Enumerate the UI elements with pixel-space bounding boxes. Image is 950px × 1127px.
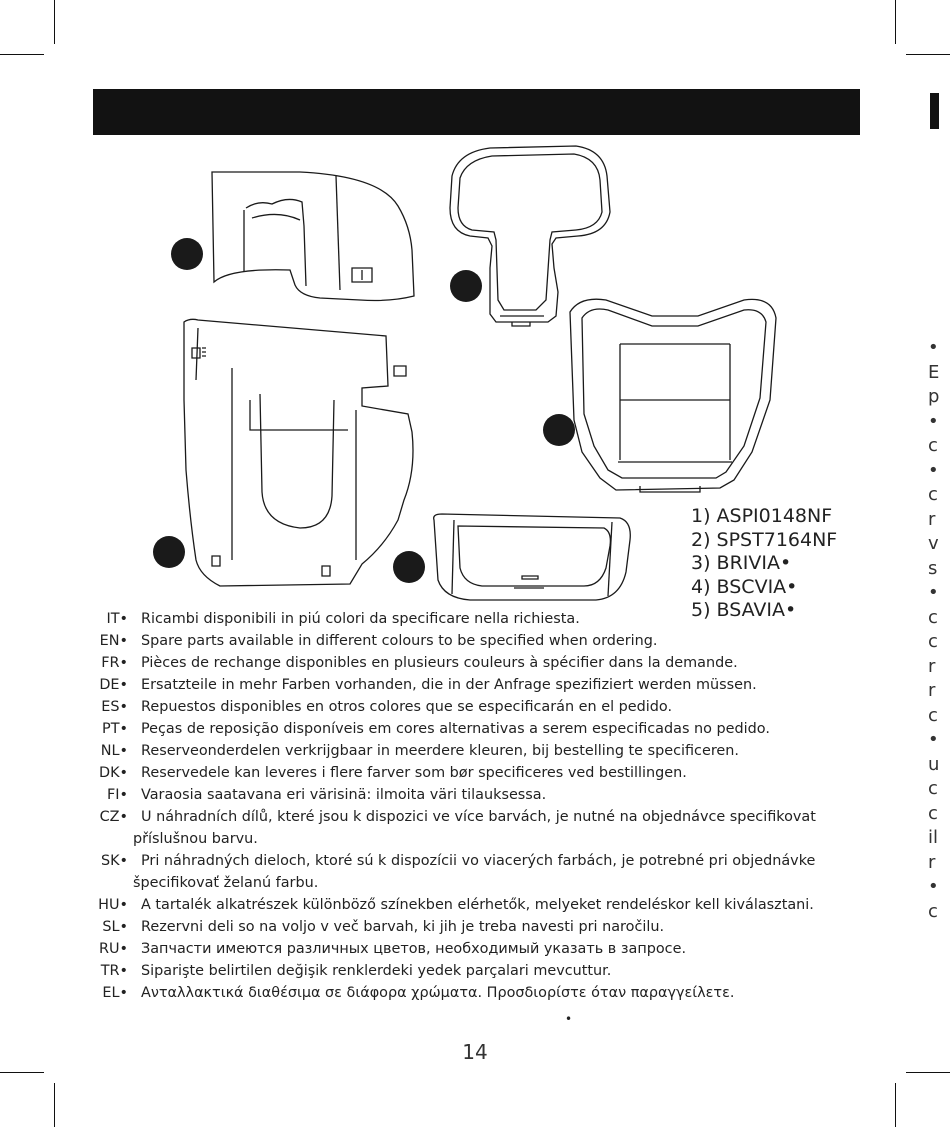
language-code: RU• bbox=[98, 941, 128, 957]
language-note-pt bbox=[95, 718, 855, 740]
language-note-de bbox=[95, 674, 855, 696]
part-number: 1) ASPI0148NF bbox=[691, 505, 833, 527]
language-note-es bbox=[95, 696, 855, 718]
language-note-el bbox=[95, 982, 855, 1004]
language-note-it bbox=[95, 608, 855, 630]
edge-fragment: • bbox=[928, 729, 939, 750]
language-text: Ricambi disponibili in piú colori da specificare nella richiesta. bbox=[141, 611, 580, 627]
language-note-hu bbox=[95, 894, 855, 916]
edge-fragment: • bbox=[928, 459, 939, 481]
language-text: Pièces de rechange disponibles en plusieurs couleurs à spécifier dans la demande. bbox=[141, 655, 738, 671]
edge-fragment: s bbox=[928, 557, 938, 579]
language-code: HU• bbox=[98, 897, 128, 913]
language-code: NL• bbox=[100, 743, 128, 759]
language-note-fi bbox=[95, 784, 855, 806]
language-code: EL• bbox=[102, 985, 128, 1001]
edge-fragment: c bbox=[928, 704, 938, 726]
edge-fragment: v bbox=[928, 533, 939, 554]
crop-mark bbox=[906, 1072, 950, 1073]
part-number: 2) SPST7164NF bbox=[691, 528, 838, 551]
language-code: SK• bbox=[100, 853, 128, 869]
edge-fragment: r bbox=[928, 680, 936, 701]
adjacent-page-edge-text bbox=[928, 336, 950, 924]
seat-cushion-part bbox=[570, 299, 776, 492]
language-note-cz bbox=[95, 806, 855, 828]
language-code: DE• bbox=[99, 677, 128, 693]
language-text: Spare parts available in different colours to be specified when ordering. bbox=[141, 633, 658, 649]
language-code: CZ• bbox=[99, 809, 128, 825]
edge-fragment: c bbox=[928, 484, 938, 505]
crop-mark bbox=[895, 1083, 896, 1127]
edge-fragment: p bbox=[928, 386, 940, 407]
edge-fragment: il bbox=[928, 827, 939, 848]
language-code: SL• bbox=[102, 919, 128, 935]
edge-fragment: • bbox=[928, 876, 939, 897]
callout-dot bbox=[171, 238, 203, 270]
language-text: Ersatzteile in mehr Farben vorhanden, die in der Anfrage spezifiziert werden müssen. bbox=[141, 677, 757, 693]
edge-fragment: c bbox=[928, 778, 938, 799]
backrest-part bbox=[184, 319, 413, 586]
language-note-sk bbox=[95, 850, 855, 872]
language-note-cz-cont bbox=[95, 828, 855, 850]
page-number: 14 bbox=[462, 1040, 488, 1064]
edge-fragment: r bbox=[928, 508, 936, 530]
edge-fragment: c bbox=[928, 631, 938, 652]
language-code: TR• bbox=[100, 963, 128, 979]
language-code: PT• bbox=[102, 721, 128, 737]
language-text: Siparişte belirtilen değişik renklerdeki yedek parçalari mevcuttur. bbox=[141, 963, 612, 979]
language-code: DK• bbox=[98, 765, 128, 781]
language-note-sk-cont bbox=[95, 872, 855, 894]
language-text: Pri náhradných dieloch, ktoré sú k dispozícii vo viacerých farbách, je potrebné pri objednávke bbox=[141, 853, 816, 869]
language-text: Varaosia saatavana eri värisinä: ilmoita väri tilauksessa. bbox=[141, 787, 547, 803]
language-note-en bbox=[95, 630, 855, 652]
crop-mark bbox=[0, 1072, 44, 1073]
edge-fragment: • bbox=[928, 337, 939, 358]
language-note-fr bbox=[95, 652, 855, 674]
language-text: Peças de reposição disponíveis em cores alternativas a serem especificadas no pedido. bbox=[141, 721, 770, 737]
part-number-list bbox=[691, 505, 837, 623]
side-panel-part bbox=[212, 172, 414, 301]
edge-fragment: c bbox=[928, 435, 938, 456]
language-note-ru bbox=[95, 938, 855, 960]
callout-dot bbox=[543, 414, 575, 446]
language-text: Reservedele kan leveres i flere farver som bør specificeres ved bestillingen. bbox=[141, 765, 687, 781]
language-text: Rezervni deli so na voljo v več barvah, ki jih je treba navesti pri naročilu. bbox=[141, 919, 665, 935]
language-note-dk bbox=[95, 762, 855, 784]
language-text: U náhradních dílů, které jsou k dispozici ve více barvách, je nutné na objednávce specifikovat bbox=[141, 809, 816, 825]
language-code: ES• bbox=[101, 699, 128, 715]
part-number: 3) BRIVIA• bbox=[691, 552, 792, 574]
language-text: Запчасти имеются различных цветов, необходимый указать в запросе. bbox=[141, 941, 687, 957]
edge-fragment: c bbox=[928, 900, 938, 922]
language-code: FI• bbox=[106, 787, 128, 803]
language-text-continued: špecifikovať želanú farbu. bbox=[133, 875, 319, 891]
seat-base-part bbox=[434, 514, 631, 600]
edge-fragment: c bbox=[928, 606, 938, 628]
callout-dot bbox=[153, 536, 185, 568]
edge-fragment: • bbox=[928, 410, 939, 432]
language-notes bbox=[95, 608, 855, 1004]
edge-fragment: r bbox=[928, 655, 936, 677]
edge-fragment: • bbox=[928, 582, 939, 603]
bullet-mark: • bbox=[565, 1012, 573, 1026]
language-text: A tartalék alkatrészek különböző színekben elérhetők, melyeket rendeléskor kell kiválasztani. bbox=[141, 897, 814, 913]
callout-dot bbox=[393, 551, 425, 583]
language-note-sl bbox=[95, 916, 855, 938]
language-code: IT• bbox=[106, 611, 128, 627]
crop-mark bbox=[54, 1083, 55, 1127]
part-number: 4) BSCVIA• bbox=[691, 575, 798, 598]
callout-dot bbox=[450, 270, 482, 302]
edge-fragment: u bbox=[928, 753, 940, 775]
language-code: EN• bbox=[99, 633, 128, 649]
edge-fragment: c bbox=[928, 802, 938, 824]
language-text-continued: příslušnou barvu. bbox=[133, 831, 258, 847]
language-text: Ανταλλακτικά διαθέσιμα σε διάφορα χρώματα. Προσδιορίστε όταν παραγγείλετε. bbox=[141, 985, 735, 1001]
edge-fragment: r bbox=[928, 851, 936, 873]
language-note-tr bbox=[95, 960, 855, 982]
edge-fragment: E bbox=[928, 361, 940, 383]
language-text: Reserveonderdelen verkrijgbaar in meerdere kleuren, bij bestelling te specificeren. bbox=[141, 743, 739, 759]
part-number: 5) BSAVIA• bbox=[691, 599, 797, 621]
language-note-nl bbox=[95, 740, 855, 762]
language-code: FR• bbox=[101, 655, 128, 671]
language-text: Repuestos disponibles en otros colores que se especificarán en el pedido. bbox=[141, 699, 673, 715]
